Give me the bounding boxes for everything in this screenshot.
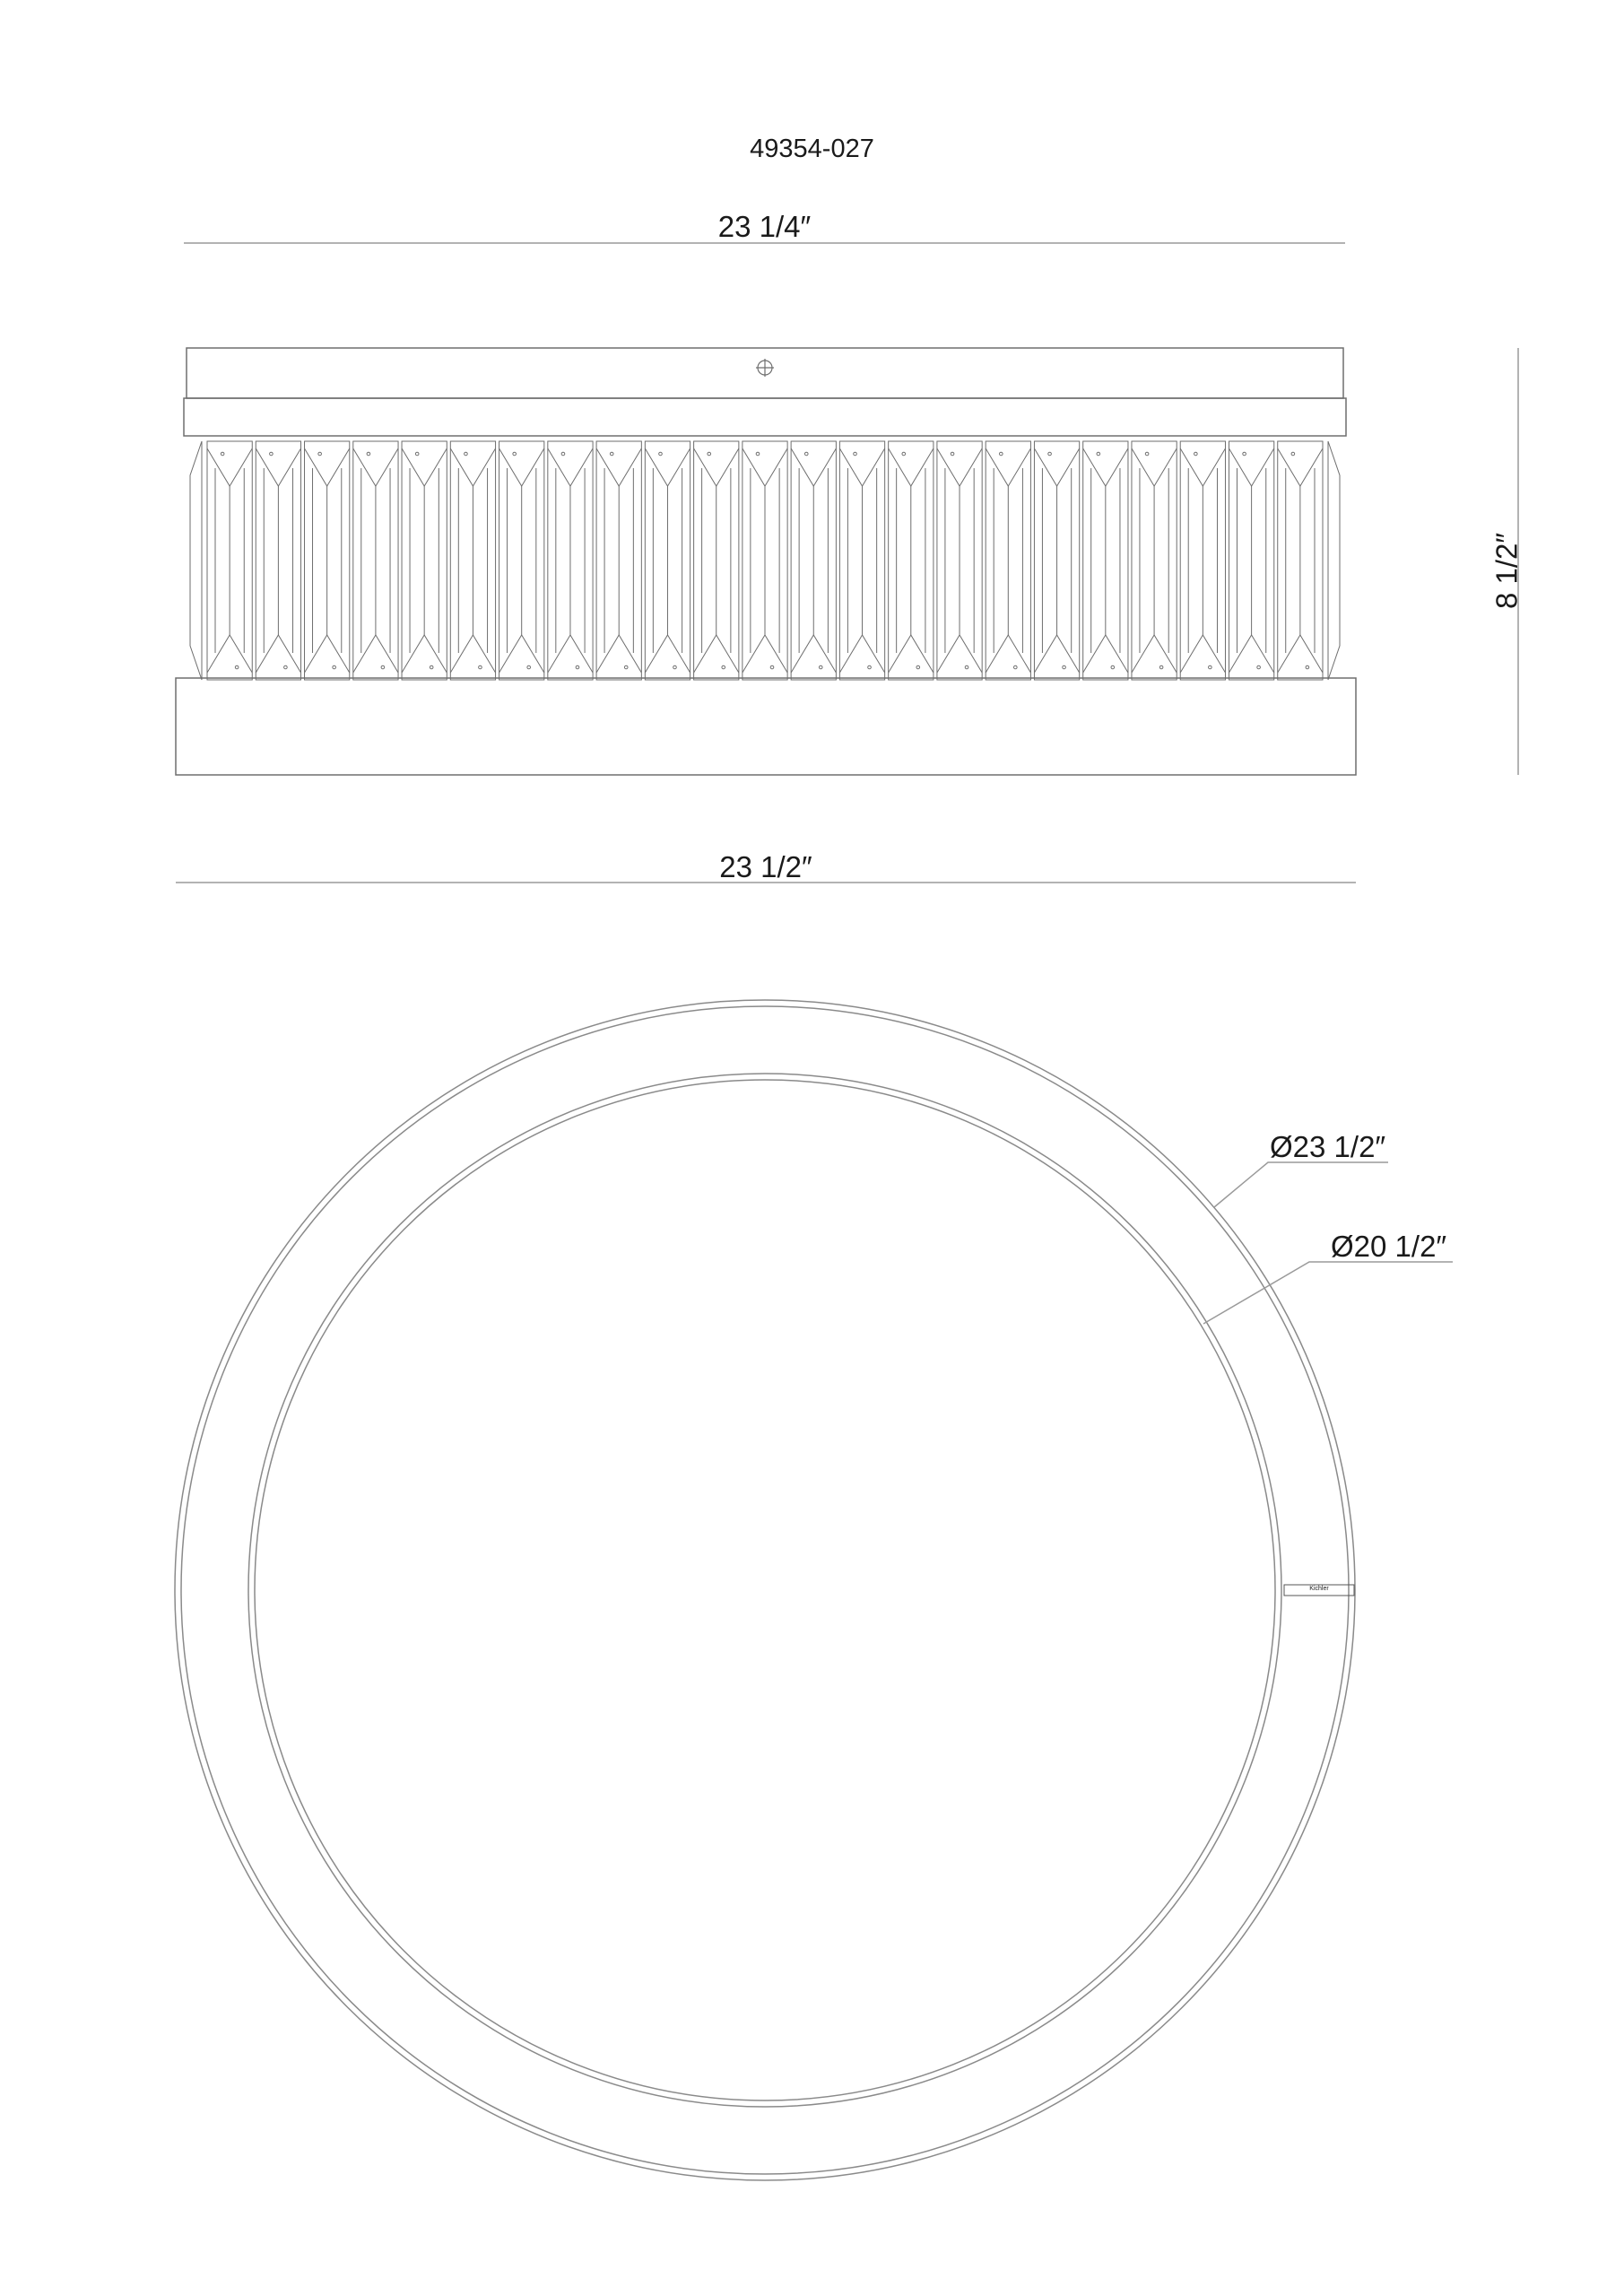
- right-side-crystal: [1328, 441, 1340, 680]
- crystal-prism: [889, 441, 934, 680]
- inner-ring-outer: [248, 1074, 1281, 2107]
- height-label: 8 1/2″: [1489, 532, 1524, 610]
- crystal-prism: [937, 441, 982, 680]
- crystal-prism: [207, 441, 252, 680]
- brand-tag-text: Kichler: [1309, 1586, 1329, 1592]
- inner-diameter-label: Ø20 1/2″: [1331, 1230, 1447, 1263]
- outer-ring-inner: [181, 1006, 1349, 2174]
- crystal-prism: [596, 441, 641, 680]
- crystal-prism: [986, 441, 1030, 680]
- plan-view: [175, 1000, 1453, 2180]
- top-band: [184, 398, 1346, 436]
- left-side-crystal: [190, 441, 202, 680]
- inner-ring-inner: [255, 1080, 1275, 2100]
- crystal-prism: [402, 441, 447, 680]
- crystal-row: [207, 441, 1323, 680]
- elevation-view: [176, 348, 1356, 775]
- crystal-prism: [499, 441, 544, 680]
- crystal-prism: [743, 441, 787, 680]
- crystal-prism: [1083, 441, 1128, 680]
- crystal-prism: [450, 441, 495, 680]
- crystal-prism: [256, 441, 300, 680]
- crystal-prism: [1229, 441, 1273, 680]
- base-band: [176, 678, 1356, 775]
- crystal-prism: [791, 441, 836, 680]
- bottom-width-label: 23 1/2″: [719, 850, 812, 883]
- crystal-prism: [645, 441, 690, 680]
- outer-diameter-label: Ø23 1/2″: [1270, 1130, 1386, 1163]
- crystal-prism: [839, 441, 884, 680]
- top-width-label: 23 1/4″: [717, 210, 812, 243]
- inner-diameter-leader: [1203, 1262, 1453, 1324]
- crystal-prism: [1180, 441, 1225, 680]
- crystal-prism: [694, 441, 739, 680]
- crystal-prism: [548, 441, 593, 680]
- crystal-prism: [353, 441, 398, 680]
- crystal-prism: [1278, 441, 1323, 680]
- mounting-screw-icon: [756, 359, 774, 377]
- crystal-prism: [305, 441, 350, 680]
- model-number: 49354-027: [750, 135, 874, 163]
- crystal-prism: [1034, 441, 1079, 680]
- outer-diameter-leader: [1214, 1162, 1388, 1207]
- crystal-prism: [1132, 441, 1177, 680]
